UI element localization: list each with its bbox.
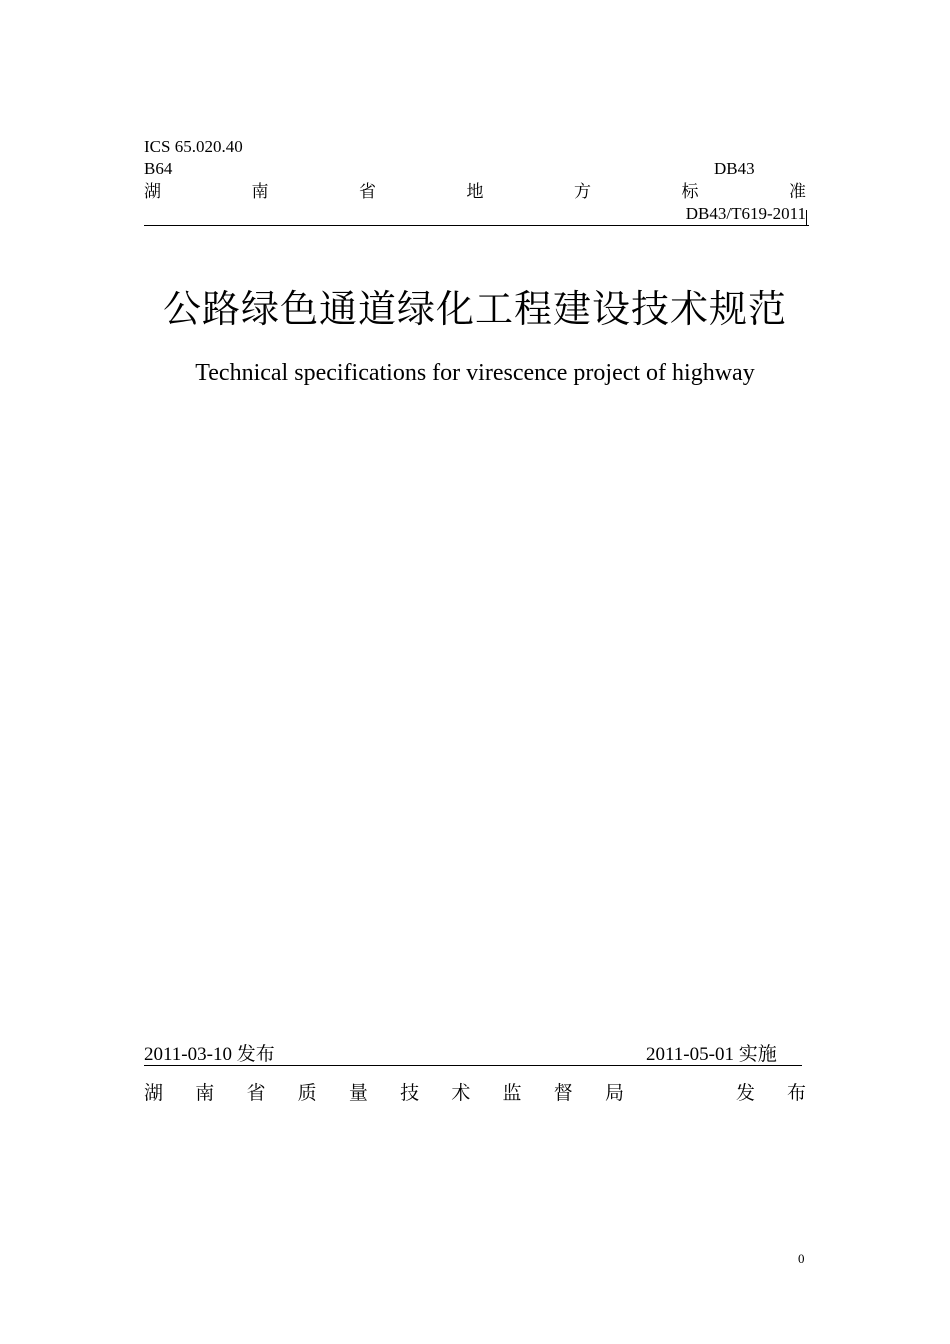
issuer-char: 量 — [348, 1082, 368, 1104]
page-number: 0 — [798, 1251, 805, 1266]
implementation-date: 2011-05-01 实施 — [646, 1044, 777, 1065]
issuer-char: 督 — [553, 1082, 573, 1104]
issuer-char: 省 — [246, 1082, 266, 1104]
document-title-chinese: 公路绿色通道绿化工程建设技术规范 — [162, 287, 787, 331]
issuer-name — [144, 1081, 624, 1105]
header-rule-tick — [806, 210, 807, 226]
standard-type-char: 湖 — [144, 182, 161, 201]
standard-type-label — [144, 181, 806, 203]
issuer-char: 南 — [195, 1082, 215, 1104]
header-divider — [144, 225, 809, 226]
issue-char: 布 — [786, 1082, 806, 1104]
issuer-char: 技 — [400, 1082, 420, 1104]
db-code: DB43 — [714, 159, 755, 178]
dates-divider — [144, 1065, 802, 1066]
ics-code: ICS 65.020.40 — [144, 137, 243, 156]
issuer-char: 质 — [297, 1082, 317, 1104]
issuer-char: 监 — [502, 1082, 522, 1104]
issuer-char: 湖 — [144, 1082, 164, 1104]
standard-type-char: 准 — [789, 182, 806, 201]
document-title-english: Technical specifications for virescence project of highway — [195, 360, 755, 386]
standard-type-char: 南 — [251, 182, 269, 201]
standard-type-char: 省 — [359, 182, 376, 201]
standard-type-char: 方 — [574, 182, 591, 201]
issuer-char: 术 — [451, 1082, 471, 1104]
standard-type-char: 地 — [466, 182, 484, 201]
standard-number: DB43/T619-2011 — [685, 204, 806, 223]
issuer-line — [144, 1081, 806, 1105]
issuer-char: 局 — [604, 1082, 624, 1104]
issue-date: 2011-03-10 发布 — [144, 1044, 275, 1065]
category-code: B64 — [144, 159, 173, 178]
issue-char: 发 — [736, 1082, 756, 1104]
standard-type-char: 标 — [681, 182, 699, 201]
issue-label — [736, 1081, 806, 1105]
